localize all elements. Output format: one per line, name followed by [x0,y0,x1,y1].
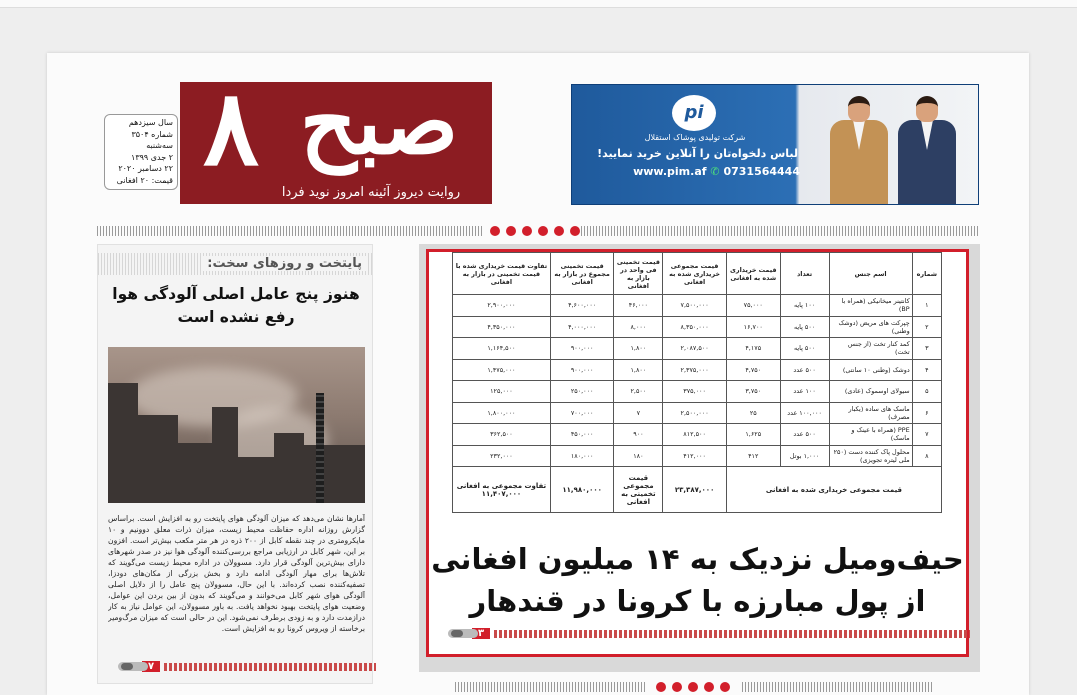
table-row: ۵ سیولای اوسموک (عادی) ۱۰۰ عدد ۳,۷۵۰ ۳۷۵,۰۰۰ ۲,۵۰۰ ۲۵۰,۰۰۰ ۱۲۵,۰۰۰ [453,381,942,403]
issue-date-gregorian: ۲۲ دسامبر ۲۰۲۰ [118,164,173,174]
logo-digit: ۸ [203,66,259,189]
logo-tagline: روایت دیروز آئینه امروز نوید فردا [281,185,461,200]
table-row: ۸ محلول پاک کننده دست (۲۵۰ ملی لیتره تجویزی) ۱,۰۰۰ بوتل ۴۱۲ ۴۱۲,۰۰۰ ۱۸۰ ۱۸۰,۰۰۰ ۲۳۲,۰۰۰ [453,445,942,467]
difference-cell [453,467,551,513]
divider-hatch [97,226,483,236]
table-total-row [453,467,942,513]
divider-wave [164,663,376,671]
left-article[interactable] [97,244,373,684]
left-article-body: آمارها نشان می‌دهد که میزان آلودگی هوای پایتخت رو به افزایش است. براساس گزارش روزانه اداره حفاظت محیط زیست، میزان ذرات معلق دوونیم و ۱۰ مایکرومتری در چند نقطه کابل از ۲۰۰ ذره در هر متر مکعب بیش‌تر است. افزون بر این، شهر کابل در ارزیابی مراجع بررسی‌کننده آلودگی هوا نیز در صدر شهرهای دارای بیش‌ترین آلودگی قرار دارد. مسوولان در اداره محیط زیست می‌گویند که تلاش‌ها برای مهار آلودگی ادامه دارد و بخش بزرگی از مکان‌های دودزا، تصفیه‌کننده نصب کرده‌اند. با این حال، مسوولان پنج عامل را از دلایل اصلی آلودگی هوای شهر کابل می‌خوانند و می‌گویند که بدون از بین بردن این عوامل، وضعیت هوای پایتخت بهبود نخواهد یافت. به باور مسوولان، این عوامل نیاز به کار درازمدت دارد و به زودی برطرف نمی‌شود. این در حالی است که میزان مرگ‌ومیر برخاسته از ویروس کرونا رو به افزایش است. [108,514,365,633]
issue-date-solar: ۲ جدی ۱۳۹۹ [131,152,173,162]
table-header-cell: شماره [912,253,941,295]
table-row: ۱ کانتینر میخانیکی (همراه با BP) ۱۰۰ پایه ۷۵,۰۰۰ ۷,۵۰۰,۰۰۰ ۴۶,۰۰۰ ۴,۶۰۰,۰۰۰ ۲,۹۰۰,۰۰۰ [453,295,942,317]
table-header-cell: قیمت خریداری شده به افغانی [726,253,780,295]
table-header-cell: تفاوت قیمت خریداری شده با قیمت تخمینی در بازار به افغانی [453,253,551,295]
top-strip [0,0,1077,8]
kabul-smog-photo [108,347,365,503]
newspaper-logo [180,66,492,204]
whatsapp-icon: ✆ [710,165,720,178]
left-article-headline: هنوز پنج عامل اصلی آلودگی هوا رفع نشده است [112,285,360,326]
page-number-right: ۳ [448,628,970,639]
model-man-icon [826,94,890,205]
table-header-cell: قیمت تخمینی مجموع در بازار به افغانی [550,253,614,295]
right-article-headline: حیف‌ومیل نزدیک به ۱۴ میلیون افغانی از پول مبارزه با کرونا در قندهار [431,542,964,618]
ad-slogan: لباس دلخواه‌تان را آنلاین خرید نمایید! [597,147,798,160]
total-label: قیمت مجموعی خریداری شده به افغانی [726,467,941,513]
estimate-label: قیمت مجموعی تخمینی به افغانی [614,467,663,513]
article-kicker: پایتخت و روزهای سخت: [98,253,374,275]
ad-contact [580,165,800,178]
table-row: ۳ کمد کنار تخت (از جنس تخت) ۵۰۰ پایه ۴,۱۷۵ ۲,۰۸۷,۵۰۰ ۱,۸۰۰ ۹۰۰,۰۰۰ ۱,۱۶۴,۵۰۰ [453,338,942,360]
divider-hatch [455,682,647,692]
divider-dots [490,226,580,236]
divider-hatch [581,226,980,236]
issue-weekday: سه‌شنبه [146,141,173,151]
table-header-cell: تعداد [780,253,829,295]
ad-website: www.pim.af [633,165,707,178]
divider-hatch [742,682,932,692]
table-header-row [453,253,942,295]
table-row: ۶ ماسک های ساده (یکبار مصرف) ۱۰۰,۰۰۰ عدد ۲۵ ۲,۵۰۰,۰۰۰ ۷ ۷۰۰,۰۰۰ ۱,۸۰۰,۰۰۰ [453,402,942,424]
table-row: ۲ چپرکت های مریض (دوشک وطنی) ۵۰۰ پایه ۱۶,۷۰۰ ۸,۳۵۰,۰۰۰ ۸,۰۰۰ ۴,۰۰۰,۰۰۰ ۴,۳۵۰,۰۰۰ [453,316,942,338]
radio-tower-icon [316,393,324,503]
page-pill-icon [118,662,148,671]
pi-logo-icon: pi [672,95,716,131]
ad-company: شرکت تولیدی پوشاک استقلال [644,133,746,142]
table-header-cell: قیمت مجموعی خریداری شده به افغانی [663,253,727,295]
page-pill-icon [448,629,478,638]
model-man-icon [894,94,958,205]
issue-number: شماره ۳۵۰۴ [131,129,173,139]
estimate-value: ۱۱,۹۸۰,۰۰۰ [550,467,614,513]
issue-year: سال سیزدهم [128,118,173,127]
ad-phone: 0731564444 [723,165,800,178]
table-header-cell: اسم جنس [829,253,912,295]
table-row: ۴ دوشک (وطنی ۱۰ سانتی) ۵۰۰ عدد ۴,۷۵۰ ۲,۳۷۵,۰۰۰ ۱,۸۰۰ ۹۰۰,۰۰۰ ۱,۴۷۵,۰۰۰ [453,359,942,381]
divider-wave [494,630,970,638]
table-header-cell: قیمت تخمینی فی واحد در بازار به افغانی [614,253,663,295]
price-table [452,252,942,513]
difference-value: ۱۱,۴۰۷,۰۰۰ [481,489,522,498]
ad-banner[interactable] [571,84,979,205]
page-number-left: ۷ [118,661,376,672]
difference-label: تفاوت مجموعی به افغانی [456,481,547,490]
issue-info-box [104,114,178,190]
divider-dots [656,682,730,692]
issue-price: قیمت: ۲۰ افغانی [116,175,173,185]
table-row: ۷ PPE (همراه با عینک و ماسک) ۵۰۰ عدد ۱,۶۲۵ ۸۱۲,۵۰۰ ۹۰۰ ۴۵۰,۰۰۰ ۳۶۲,۵۰۰ [453,424,942,446]
logo-word: صبح [299,70,459,174]
total-value: ۲۳,۳۸۷,۰۰۰ [663,467,727,513]
